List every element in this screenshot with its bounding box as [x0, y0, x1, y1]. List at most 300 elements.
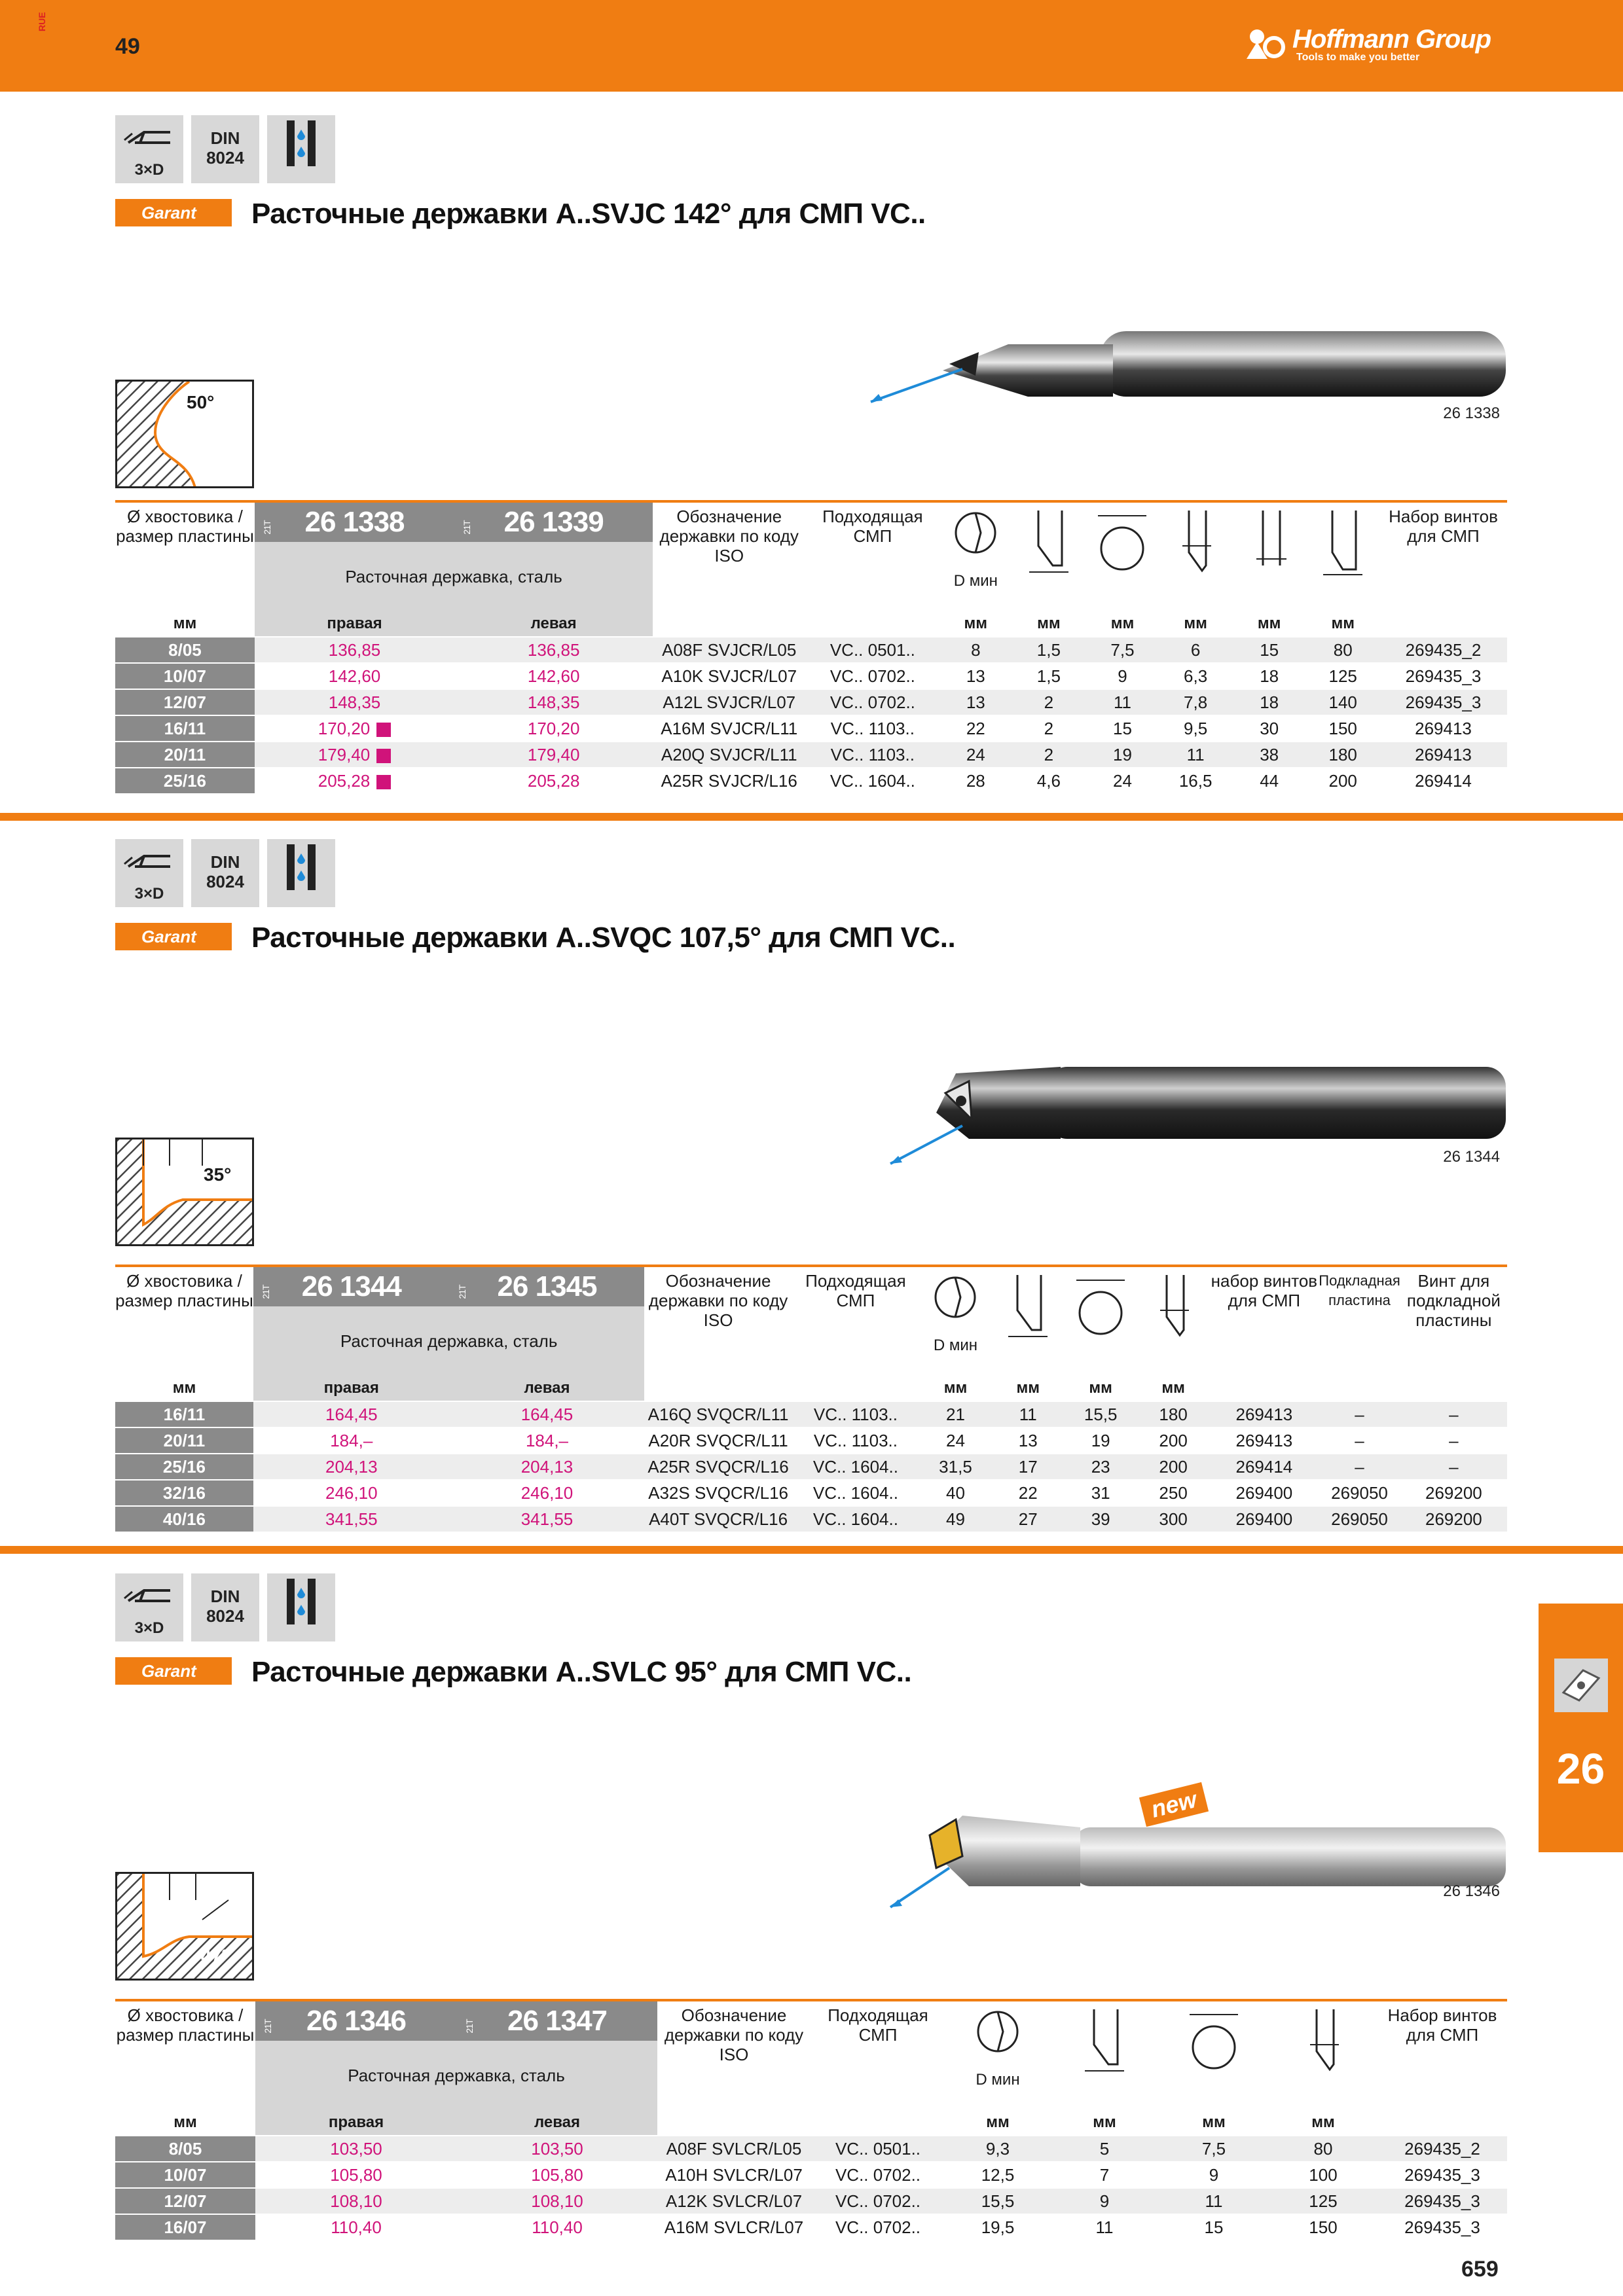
cell-dimension: 11: [1159, 2188, 1269, 2214]
cell-dimension: 44: [1232, 768, 1307, 793]
cell-dimension: 9,3: [945, 2136, 1050, 2162]
cell-dimension: 18: [1232, 689, 1307, 715]
cell-price-left: 105,80: [457, 2162, 657, 2188]
cell-price-left: 136,85: [454, 637, 653, 663]
cell-iso: A20R SVQCR/L11: [644, 1427, 792, 1454]
image-article-number: 26 1346: [1443, 1882, 1500, 1900]
cell-shim: –: [1319, 1454, 1400, 1480]
profile-drawing: [115, 380, 254, 488]
cell-price-right: 341,55: [253, 1506, 450, 1532]
cell-insert: VC.. 0702..: [811, 2214, 945, 2240]
cell-dimension: 200: [1137, 1427, 1210, 1454]
cell-price-right: 204,13: [253, 1454, 450, 1480]
boring-bar-image: [864, 1809, 1519, 1914]
unit-mm: мм: [1110, 615, 1135, 632]
dim-symbol-2: [1159, 2000, 1269, 2110]
label-left: левая: [450, 1376, 645, 1401]
cell-insert: VC.. 0702..: [811, 2188, 945, 2214]
cell-insert: VC.. 1103..: [792, 1427, 919, 1454]
article-right: 21T 26 1338: [255, 501, 454, 542]
cell-dimension: 12,5: [945, 2162, 1050, 2188]
page-number-bottom: 659: [1461, 2257, 1499, 2282]
dim-symbol-2: [1065, 1266, 1137, 1376]
label-right: правая: [253, 1376, 450, 1401]
cell-price-left: 164,45: [450, 1401, 645, 1427]
feature-icons: [115, 839, 335, 907]
cell-iso: A16Q SVQCR/L11: [644, 1401, 792, 1427]
cell-price-right: 103,50: [255, 2136, 457, 2162]
article-right: 21T 26 1346: [255, 2000, 457, 2041]
cell-dimension: 24: [940, 742, 1012, 768]
profile-angle: 47°: [201, 1946, 229, 1966]
table-row: [115, 2162, 1507, 2188]
stock-marker-icon: [376, 749, 391, 763]
cell-dimension: 13: [992, 1427, 1065, 1454]
cell-size: 12/07: [115, 2188, 255, 2214]
cell-dimension: 27: [992, 1506, 1065, 1532]
section-svjc: [0, 115, 1623, 796]
cell-dimension: 180: [1306, 742, 1379, 768]
cell-dimension: 38: [1232, 742, 1307, 768]
cell-dimension: 140: [1306, 689, 1379, 715]
cell-insert: VC.. 0501..: [805, 637, 939, 663]
cell-dimension: 8: [940, 637, 1012, 663]
cell-shim: –: [1319, 1427, 1400, 1454]
cell-iso: A08F SVLCR/L05: [657, 2136, 811, 2162]
stock-marker-icon: [376, 775, 391, 789]
cell-dimension: 15,5: [945, 2188, 1050, 2214]
cell-price-right: 110,40: [255, 2214, 457, 2240]
cell-shim-screw: –: [1400, 1454, 1507, 1480]
cell-price-right: 179,40: [255, 742, 454, 768]
unit-mm: мм: [1037, 615, 1061, 632]
cell-screws: 269413: [1210, 1401, 1319, 1427]
article-right: 21T 26 1344: [253, 1266, 450, 1306]
cell-dimension: 1,5: [1012, 637, 1086, 663]
cell-screws: 269400: [1210, 1506, 1319, 1532]
cell-price-right: 136,85: [255, 637, 454, 663]
cell-size: 32/16: [115, 1480, 253, 1506]
dmin-symbol: D мин: [940, 501, 1012, 611]
cell-shim: 269050: [1319, 1480, 1400, 1506]
cell-iso: A16M SVLCR/L07: [657, 2214, 811, 2240]
cell-price-left: 246,10: [450, 1480, 645, 1506]
cell-dimension: 40: [919, 1480, 992, 1506]
cell-insert: VC.. 0702..: [805, 663, 939, 689]
chapter-tab[interactable]: [1539, 1604, 1623, 1852]
col-header-shank: Ø хвостовика / размер пластины: [115, 2000, 255, 2110]
din-icon: DIN 8024: [191, 1573, 259, 1641]
unit-mm: мм: [1184, 615, 1207, 632]
cell-dimension: 7,5: [1086, 637, 1159, 663]
cell-shim: –: [1319, 1401, 1400, 1427]
cell-screws: 269435_3: [1377, 2214, 1507, 2240]
material-label: Расточная державка, сталь: [253, 1306, 644, 1376]
cell-price-right: 105,80: [255, 2162, 457, 2188]
col-header-screws: набор винтов для СМП: [1210, 1266, 1319, 1376]
cell-screws: 269435_3: [1377, 2188, 1507, 2214]
cell-dimension: 31,5: [919, 1454, 992, 1480]
table-row: [115, 2136, 1507, 2162]
cell-price-left: 184,–: [450, 1427, 645, 1454]
cell-iso: A20Q SVJCR/L11: [653, 742, 805, 768]
cell-insert: VC.. 0501..: [811, 2136, 945, 2162]
cell-size: 16/07: [115, 2214, 255, 2240]
cell-dimension: 49: [919, 1506, 992, 1532]
product-table-svlc: [115, 1999, 1507, 2240]
cell-insert: VC.. 1103..: [805, 742, 939, 768]
article-left: 21T 26 1345: [450, 1266, 645, 1306]
table-row: [115, 637, 1507, 663]
profile-angle: 50°: [187, 392, 215, 412]
dim-symbol-3: [1269, 2000, 1377, 2110]
garant-badge: Garant: [115, 199, 232, 226]
col-header-iso: Обозначение державки по коду ISO: [644, 1266, 792, 1376]
section-separator: [0, 813, 1623, 821]
article-left: 21T 26 1347: [457, 2000, 657, 2041]
table-row: [115, 689, 1507, 715]
cell-dimension: 1,5: [1012, 663, 1086, 689]
cell-dimension: 13: [940, 663, 1012, 689]
unit-mm: мм: [943, 1379, 968, 1397]
dmin-symbol: D мин: [945, 2000, 1050, 2110]
material-label: Расточная державка, сталь: [255, 542, 653, 611]
profile-drawing: [115, 1872, 254, 1981]
cell-iso: A12K SVLCR/L07: [657, 2188, 811, 2214]
col-header-iso: Обозначение державки по коду ISO: [657, 2000, 811, 2110]
col-header-screws: Набор винтов для СМП: [1379, 501, 1507, 611]
cell-price-left: 103,50: [457, 2136, 657, 2162]
cell-price-right: 170,20: [255, 715, 454, 742]
cell-price-left: 148,35: [454, 689, 653, 715]
cell-dimension: 28: [940, 768, 1012, 793]
cell-dimension: 15: [1086, 715, 1159, 742]
cell-insert: VC.. 1103..: [792, 1401, 919, 1427]
hoffmann-logo-icon: [1244, 27, 1287, 60]
cell-dimension: 17: [992, 1454, 1065, 1480]
cell-dimension: 200: [1137, 1454, 1210, 1480]
section-svqc: [0, 839, 1623, 1546]
cell-price-right: 108,10: [255, 2188, 457, 2214]
cell-insert: VC.. 1103..: [805, 715, 939, 742]
cell-dimension: 11: [1086, 689, 1159, 715]
cell-dimension: 23: [1065, 1454, 1137, 1480]
unit-mm: мм: [1093, 2113, 1116, 2131]
cell-iso: A25R SVJCR/L16: [653, 768, 805, 793]
col-header-iso: Обозначение державки по коду ISO: [653, 501, 805, 611]
cell-dimension: 21: [919, 1401, 992, 1427]
dim-symbol-1: [1050, 2000, 1159, 2110]
feature-icons: [115, 115, 335, 183]
cell-price-right: 205,28: [255, 768, 454, 793]
cell-dimension: 15: [1159, 2214, 1269, 2240]
cell-insert: VC.. 0702..: [811, 2162, 945, 2188]
dim-symbol-2: [1086, 501, 1159, 611]
depth-icon: 3×D: [115, 839, 183, 907]
cell-dimension: 9: [1086, 663, 1159, 689]
cell-dimension: 31: [1065, 1480, 1137, 1506]
table-row: [115, 2214, 1507, 2240]
table-row: [115, 768, 1507, 793]
cell-price-left: 108,10: [457, 2188, 657, 2214]
cell-dimension: 2: [1012, 715, 1086, 742]
cell-size: 25/16: [115, 1454, 253, 1480]
material-label: Расточная державка, сталь: [255, 2041, 657, 2110]
cell-iso: A10H SVLCR/L07: [657, 2162, 811, 2188]
label-left: левая: [454, 611, 653, 637]
cell-price-right: 184,–: [253, 1427, 450, 1454]
cell-price-left: 110,40: [457, 2214, 657, 2240]
cell-iso: A25R SVQCR/L16: [644, 1454, 792, 1480]
cell-dimension: 9,5: [1159, 715, 1232, 742]
cell-dimension: 19: [1086, 742, 1159, 768]
cell-iso: A32S SVQCR/L16: [644, 1480, 792, 1506]
cell-screws: 269414: [1379, 768, 1507, 793]
top-bar: [0, 0, 1623, 92]
cell-screws: 269400: [1210, 1480, 1319, 1506]
new-badge: new: [1139, 1782, 1209, 1827]
coolant-icon: [267, 839, 335, 907]
cell-dimension: 24: [1086, 768, 1159, 793]
cell-screws: 269435_2: [1379, 637, 1507, 663]
profile-angle: 35°: [204, 1164, 232, 1185]
cell-price-left: 142,60: [454, 663, 653, 689]
cell-iso: A16M SVJCR/L11: [653, 715, 805, 742]
page-number-top: 49: [115, 34, 140, 59]
cell-size: 8/05: [115, 637, 255, 663]
unit-mm: мм: [1016, 1379, 1040, 1397]
label-right: правая: [255, 2110, 457, 2136]
col-header-screws: Набор винтов для СМП: [1377, 2000, 1507, 2110]
coolant-icon: [267, 115, 335, 183]
col-header-insert: Подходящая СМП: [805, 501, 939, 611]
section-separator: [0, 1546, 1623, 1554]
section-title: Расточные державки A..SVLC 95° для СМП VC..: [251, 1656, 912, 1688]
garant-badge: Garant: [115, 1657, 232, 1685]
unit-mm: мм: [986, 2113, 1010, 2131]
cell-size: 8/05: [115, 2136, 255, 2162]
cell-dimension: 11: [1050, 2214, 1159, 2240]
cell-dimension: 39: [1065, 1506, 1137, 1532]
depth-icon: 3×D: [115, 115, 183, 183]
cell-price-left: 204,13: [450, 1454, 645, 1480]
cell-dimension: 15,5: [1065, 1401, 1137, 1427]
cell-dimension: 6,3: [1159, 663, 1232, 689]
cell-shim-screw: –: [1400, 1401, 1507, 1427]
table-row: [115, 1401, 1507, 1427]
label-right: правая: [255, 611, 454, 637]
cell-price-right: 246,10: [253, 1480, 450, 1506]
unit-mm: мм: [964, 615, 988, 632]
cell-size: 40/16: [115, 1506, 253, 1532]
cell-iso: A10K SVJCR/L07: [653, 663, 805, 689]
unit-mm: мм: [1202, 2113, 1226, 2131]
cell-dimension: 150: [1269, 2214, 1377, 2240]
cell-dimension: 200: [1306, 768, 1379, 793]
cell-dimension: 7,8: [1159, 689, 1232, 715]
unit-mm: мм: [1089, 1379, 1112, 1397]
profile-drawing: [115, 1138, 254, 1246]
cell-price-right: 142,60: [255, 663, 454, 689]
din-icon: DIN 8024: [191, 115, 259, 183]
cell-price-right: 148,35: [255, 689, 454, 715]
cell-dimension: 80: [1269, 2136, 1377, 2162]
brand-name: Hoffmann Group: [1292, 25, 1491, 54]
section-title: Расточные державки A..SVJC 142° для СМП VC..: [251, 198, 926, 230]
cell-dimension: 16,5: [1159, 768, 1232, 793]
coolant-icon: [267, 1573, 335, 1641]
cell-screws: 269435_3: [1379, 689, 1507, 715]
cell-shim: 269050: [1319, 1506, 1400, 1532]
table-row: [115, 715, 1507, 742]
unit-mm: мм: [1331, 615, 1355, 632]
cell-price-left: 341,55: [450, 1506, 645, 1532]
cell-dimension: 6: [1159, 637, 1232, 663]
cell-dimension: 11: [992, 1401, 1065, 1427]
stock-marker-icon: [376, 723, 391, 737]
hoffmann-logo: [1244, 25, 1491, 63]
cell-insert: VC.. 1604..: [792, 1506, 919, 1532]
cell-screws: 269414: [1210, 1454, 1319, 1480]
cell-screws: 269413: [1379, 742, 1507, 768]
unit-mm: мм: [173, 615, 197, 632]
cell-dimension: 19: [1065, 1427, 1137, 1454]
boring-bar-image: [864, 1047, 1519, 1172]
cell-dimension: 250: [1137, 1480, 1210, 1506]
col-header-shank: Ø хвостовика / размер пластины: [115, 501, 255, 611]
cell-insert: VC.. 1604..: [792, 1454, 919, 1480]
dim-symbol-1: [1012, 501, 1086, 611]
cell-screws: 269435_3: [1379, 663, 1507, 689]
cell-dimension: 9: [1050, 2188, 1159, 2214]
cell-screws: 269435_3: [1377, 2162, 1507, 2188]
dim-symbol-5: [1306, 501, 1379, 611]
cell-dimension: 22: [992, 1480, 1065, 1506]
cell-size: 16/11: [115, 715, 255, 742]
cell-size: 10/07: [115, 2162, 255, 2188]
image-article-number: 26 1338: [1443, 404, 1500, 422]
cell-price-left: 179,40: [454, 742, 653, 768]
cell-size: 10/07: [115, 663, 255, 689]
garant-badge: Garant: [115, 923, 232, 950]
cell-screws: 269435_2: [1377, 2136, 1507, 2162]
cell-dimension: 5: [1050, 2136, 1159, 2162]
cell-dimension: 22: [940, 715, 1012, 742]
cell-dimension: 7,5: [1159, 2136, 1269, 2162]
cell-dimension: 125: [1306, 663, 1379, 689]
dim-symbol-3: [1159, 501, 1232, 611]
cell-dimension: 13: [940, 689, 1012, 715]
depth-icon: 3×D: [115, 1573, 183, 1641]
table-row: [115, 1506, 1507, 1532]
section-title: Расточные державки A..SVQC 107,5° для СМП VC..: [251, 922, 956, 954]
cell-size: 20/11: [115, 1427, 253, 1454]
product-table-svjc: [115, 500, 1507, 793]
cell-dimension: 125: [1269, 2188, 1377, 2214]
col-header-shank: Ø хвостовика / размер пластины: [115, 1266, 253, 1376]
cell-screws: 269413: [1210, 1427, 1319, 1454]
dim-symbol-1: [992, 1266, 1065, 1376]
cell-dimension: 300: [1137, 1506, 1210, 1532]
insert-icon: [1554, 1659, 1608, 1712]
boring-bar-image: [864, 318, 1519, 423]
dim-symbol-3: [1137, 1266, 1210, 1376]
cell-size: 25/16: [115, 768, 255, 793]
cell-shim-screw: 269200: [1400, 1480, 1507, 1506]
cell-dimension: 7: [1050, 2162, 1159, 2188]
cell-dimension: 80: [1306, 637, 1379, 663]
cell-price-left: 170,20: [454, 715, 653, 742]
cell-dimension: 19,5: [945, 2214, 1050, 2240]
unit-mm: мм: [1161, 1379, 1185, 1397]
cell-size: 16/11: [115, 1401, 253, 1427]
brand-tagline: Tools to make you better: [1296, 52, 1420, 63]
dim-symbol-4: [1232, 501, 1307, 611]
table-row: [115, 1480, 1507, 1506]
cell-size: 20/11: [115, 742, 255, 768]
cell-insert: VC.. 1604..: [805, 768, 939, 793]
unit-mm: мм: [172, 1379, 196, 1397]
cell-dimension: 15: [1232, 637, 1307, 663]
col-header-shim: Подкладная пластина: [1319, 1266, 1400, 1376]
cell-size: 12/07: [115, 689, 255, 715]
col-header-shim-screw: Винт для подкладной пластины: [1400, 1266, 1507, 1376]
cell-dimension: 4,6: [1012, 768, 1086, 793]
unit-mm: мм: [173, 2113, 197, 2131]
col-header-insert: Подходящая СМП: [811, 2000, 945, 2110]
product-table-svqc: [115, 1265, 1507, 1532]
cell-dimension: 100: [1269, 2162, 1377, 2188]
label-left: левая: [457, 2110, 657, 2136]
cell-insert: VC.. 0702..: [805, 689, 939, 715]
cell-shim-screw: 269200: [1400, 1506, 1507, 1532]
cell-dimension: 24: [919, 1427, 992, 1454]
table-row: [115, 663, 1507, 689]
cell-dimension: 150: [1306, 715, 1379, 742]
cell-shim-screw: –: [1400, 1427, 1507, 1454]
cell-iso: A40T SVQCR/L16: [644, 1506, 792, 1532]
table-row: [115, 1454, 1507, 1480]
article-left: 21T 26 1339: [454, 501, 653, 542]
table-row: [115, 2188, 1507, 2214]
image-article-number: 26 1344: [1443, 1148, 1500, 1166]
cell-dimension: 30: [1232, 715, 1307, 742]
cell-price-left: 205,28: [454, 768, 653, 793]
language-code: RUE: [37, 12, 47, 31]
cell-iso: A08F SVJCR/L05: [653, 637, 805, 663]
cell-dimension: 2: [1012, 689, 1086, 715]
cell-dimension: 2: [1012, 742, 1086, 768]
feature-icons: [115, 1573, 335, 1641]
cell-dimension: 18: [1232, 663, 1307, 689]
cell-insert: VC.. 1604..: [792, 1480, 919, 1506]
col-header-insert: Подходящая СМП: [792, 1266, 919, 1376]
chapter-number: 26: [1556, 1744, 1605, 1793]
cell-dimension: 180: [1137, 1401, 1210, 1427]
cell-dimension: 9: [1159, 2162, 1269, 2188]
cell-price-right: 164,45: [253, 1401, 450, 1427]
table-row: [115, 1427, 1507, 1454]
cell-iso: A12L SVJCR/L07: [653, 689, 805, 715]
dmin-symbol: D мин: [919, 1266, 992, 1376]
section-svlc: [0, 1573, 1623, 2267]
table-row: [115, 742, 1507, 768]
din-icon: DIN 8024: [191, 839, 259, 907]
unit-mm: мм: [1311, 2113, 1335, 2131]
cell-screws: 269413: [1379, 715, 1507, 742]
unit-mm: мм: [1257, 615, 1281, 632]
cell-dimension: 11: [1159, 742, 1232, 768]
